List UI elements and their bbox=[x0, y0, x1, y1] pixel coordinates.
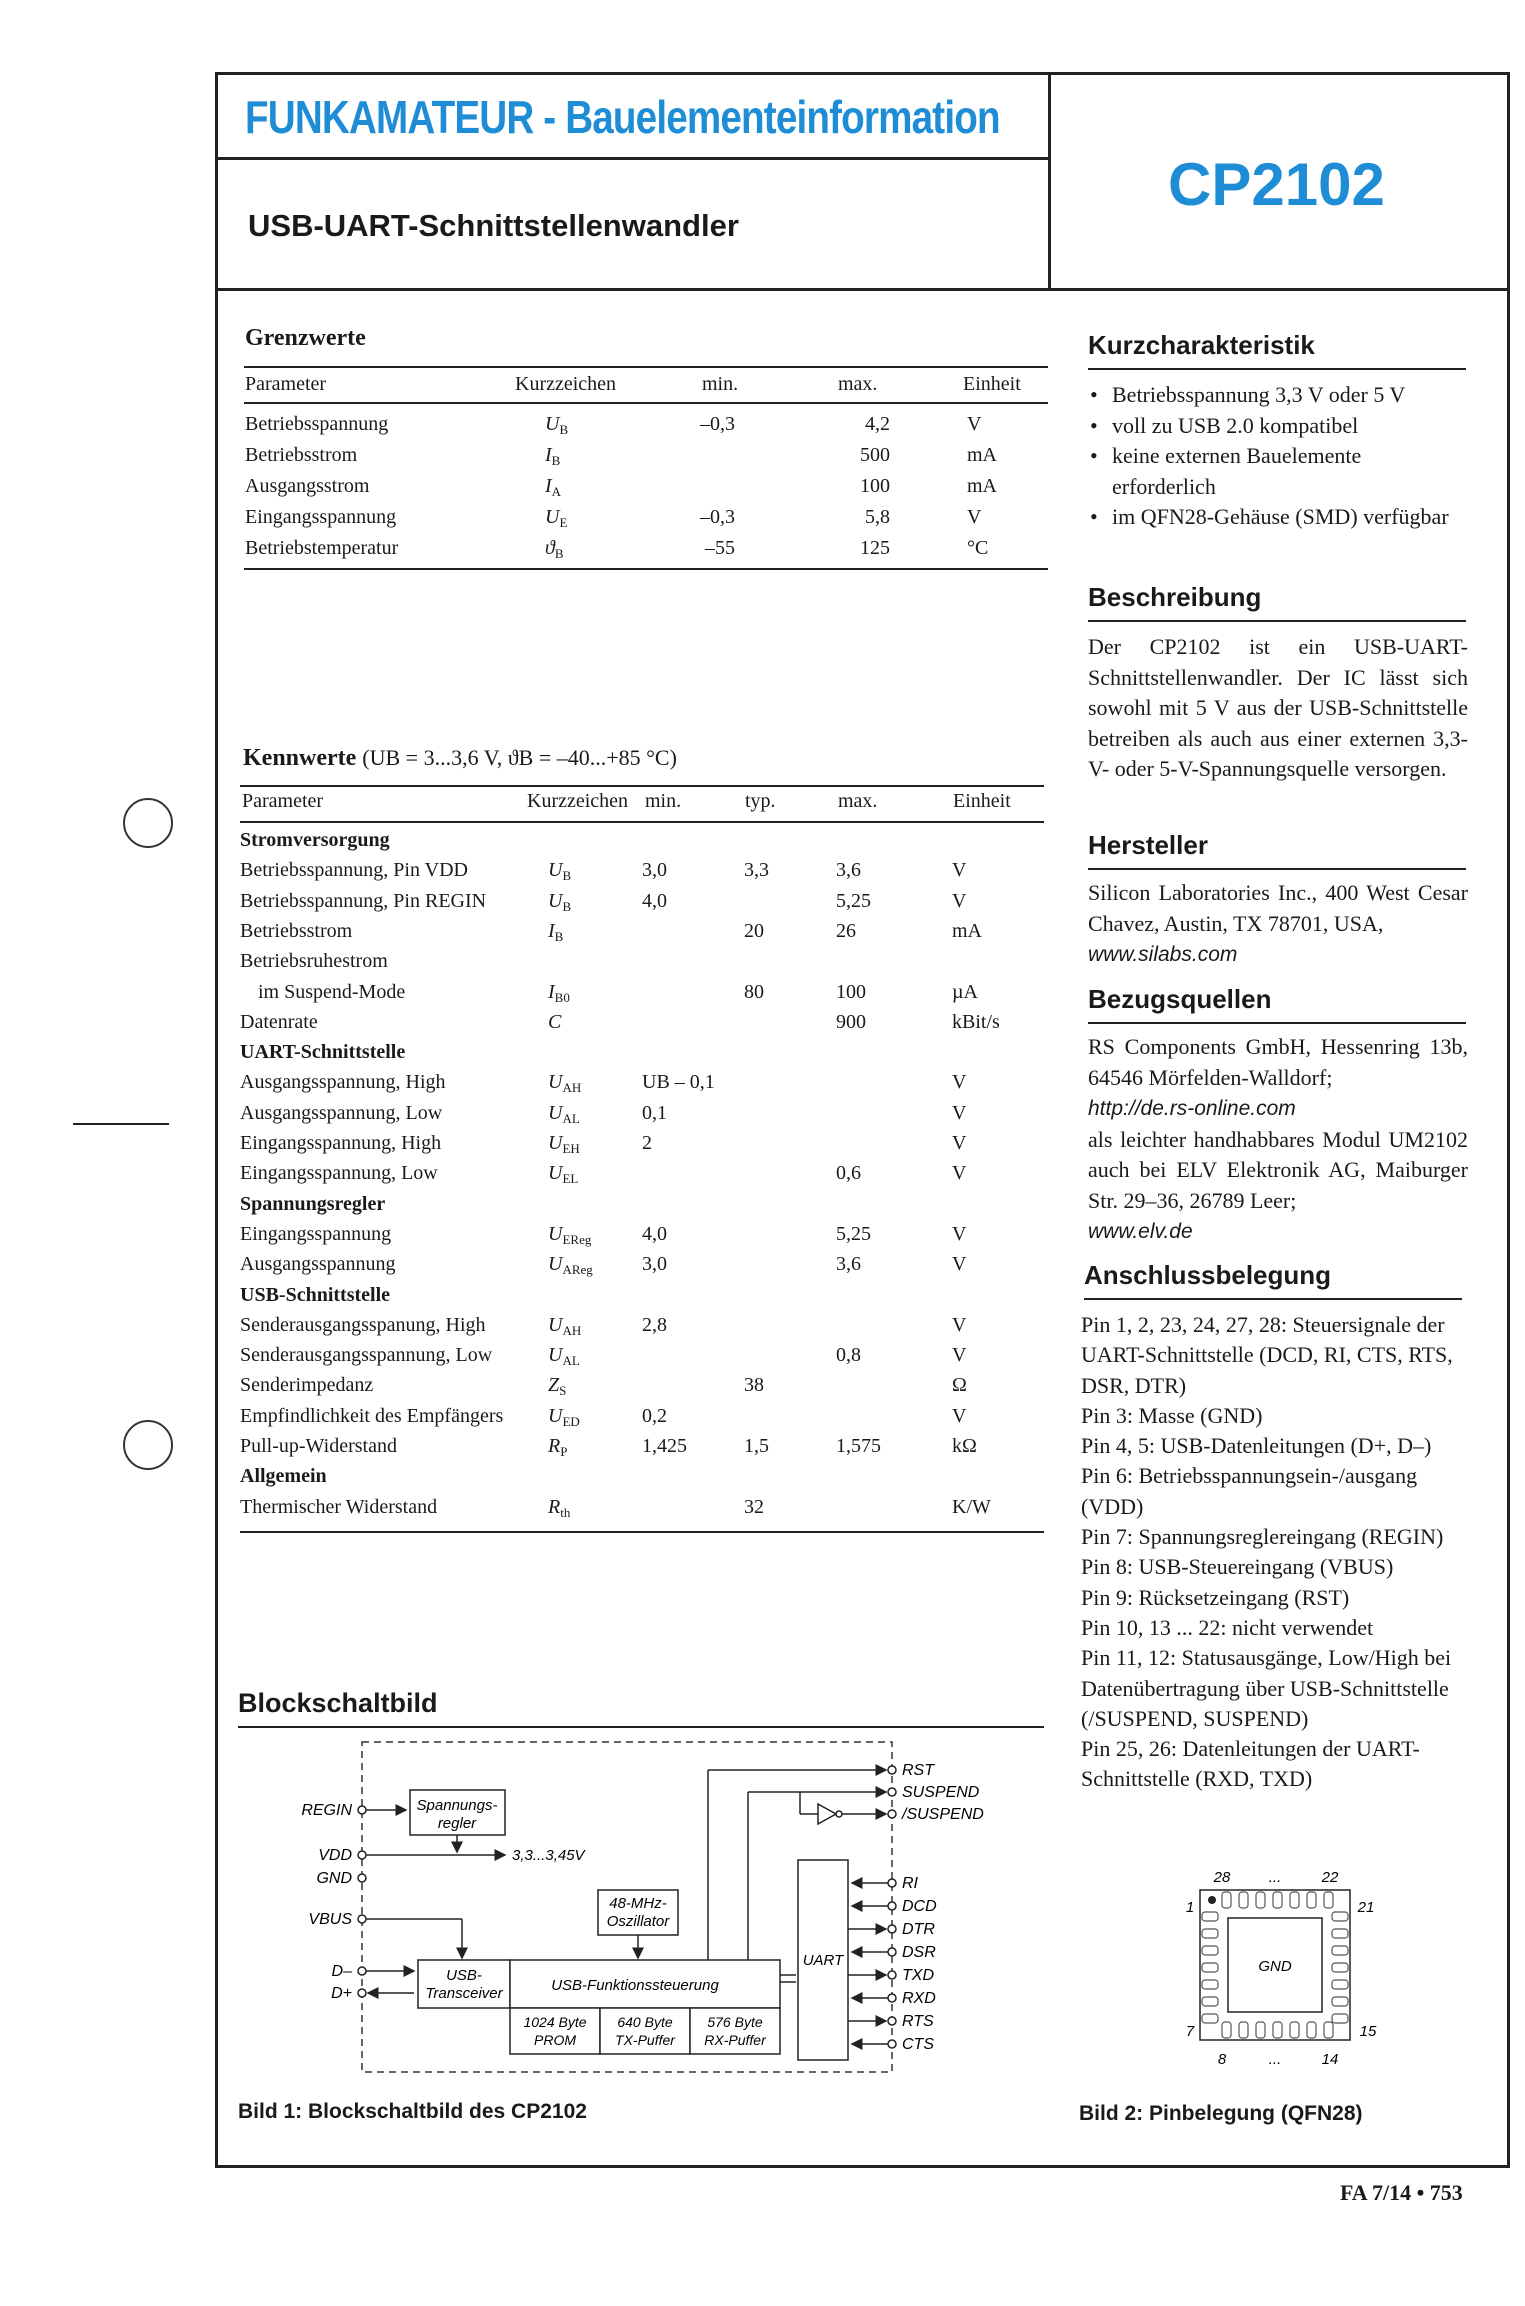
pin-item: Pin 7: Spannungsreglereingang (REGIN) bbox=[1081, 1524, 1444, 1550]
grenzwerte-unit: V bbox=[967, 506, 982, 528]
kennwerte-param: Pull-up-Widerstand bbox=[240, 1435, 397, 1457]
pin-suspend-label: SUSPEND bbox=[902, 1784, 980, 1801]
kennwerte-unit: V bbox=[952, 1222, 967, 1245]
kennwerte-min: 1,425 bbox=[642, 1435, 687, 1457]
symbol-subscript: EL bbox=[562, 1171, 579, 1187]
pin-nsuspend-label: /SUSPEND bbox=[902, 1806, 984, 1823]
symbol-subscript: P bbox=[560, 1444, 568, 1459]
kennwerte-param: Ausgangsspannung, Low bbox=[240, 1101, 443, 1124]
kennwerte-unit: V bbox=[952, 1344, 967, 1367]
kennwerte-param: Eingangsspannung bbox=[240, 1222, 392, 1245]
pin-dcd-label: DCD bbox=[902, 1898, 937, 1915]
kennwerte-unit: Ω bbox=[952, 1374, 967, 1397]
symbol-letter: U bbox=[548, 1162, 563, 1185]
pad-top bbox=[1273, 1892, 1282, 1908]
pinout-right-top: 21 bbox=[1357, 1899, 1375, 1916]
kurz-item: • voll zu USB 2.0 kompatibel bbox=[1088, 411, 1468, 442]
pinout-bottom-left: 8 bbox=[1217, 2051, 1227, 2068]
header-title: FUNKAMATEUR - Bauelementeinformation bbox=[245, 91, 1000, 143]
symbol-subscript: AH bbox=[562, 1322, 582, 1338]
symbol-letter: U bbox=[548, 1404, 563, 1427]
symbol-subscript: B bbox=[554, 546, 564, 561]
kennwerte-param: Eingangsspannung, High bbox=[240, 1132, 442, 1154]
kennwerte-heading-line bbox=[243, 745, 677, 772]
header-rule bbox=[215, 157, 1050, 160]
grenzwerte-unit: mA bbox=[967, 444, 997, 466]
grenzwerte-symbol bbox=[545, 413, 568, 438]
pad-left bbox=[1202, 1929, 1218, 1938]
header-divider bbox=[1048, 72, 1051, 290]
pin-item: Pin 4, 5: USB-Datenleitungen (D+, D–) bbox=[1081, 1433, 1432, 1459]
hersteller-heading: Hersteller bbox=[1088, 830, 1208, 860]
symbol-subscript: B bbox=[559, 422, 569, 437]
symbol-letter: I bbox=[548, 980, 555, 1003]
control-label: USB-Funktionssteuerung bbox=[551, 1977, 719, 1994]
kennwerte-typ: 20 bbox=[744, 919, 764, 942]
kennwerte-symbol bbox=[548, 1344, 580, 1369]
kennwerte-unit: V bbox=[952, 1404, 967, 1427]
symbol-letter: I bbox=[548, 919, 555, 942]
kurz-heading: Kurzcharakteristik bbox=[1088, 330, 1315, 360]
pin-cts-label: CTS bbox=[902, 2036, 934, 2053]
symbol-subscript: AReg bbox=[562, 1262, 593, 1278]
kennwerte-symbol bbox=[548, 1405, 580, 1430]
grenzwerte-top-rule bbox=[244, 366, 1048, 368]
kennwerte-min: 4,0 bbox=[642, 889, 667, 912]
symbol-subscript: S bbox=[559, 1383, 567, 1399]
kennwerte-typ: 1,5 bbox=[744, 1435, 769, 1457]
symbol-subscript: B bbox=[562, 868, 572, 884]
kennwerte-symbol bbox=[548, 1314, 581, 1339]
pin-gnd-label: GND bbox=[316, 1870, 352, 1887]
kennwerte-unit: µA bbox=[952, 980, 978, 1003]
bezug-link-1[interactable]: http://de.rs-online.com bbox=[1088, 1097, 1296, 1120]
kurz-item: • keine externen Bauelemente erforderlich bbox=[1088, 441, 1468, 502]
symbol-letter: U bbox=[548, 1132, 563, 1154]
symbol-subscript: EReg bbox=[562, 1231, 592, 1247]
symbol-letter: U bbox=[548, 1253, 563, 1276]
pad-top bbox=[1307, 1892, 1316, 1908]
pin-dsr-label: DSR bbox=[902, 1944, 936, 1961]
pad-bottom bbox=[1239, 2022, 1248, 2038]
kennwerte-symbol bbox=[548, 1071, 581, 1096]
kennwerte-symbol bbox=[548, 1102, 580, 1127]
regulator-label-2: regler bbox=[437, 1815, 477, 1832]
bezug-rule bbox=[1088, 1022, 1466, 1024]
kennwerte-symbol bbox=[548, 1496, 570, 1521]
pad-bottom bbox=[1290, 2022, 1299, 2038]
pinout-top-left: 28 bbox=[1213, 1869, 1231, 1886]
kennwerte-column-header: typ. bbox=[745, 790, 776, 812]
symbol-letter: U bbox=[548, 1101, 563, 1124]
uart-label: UART bbox=[802, 1952, 844, 1969]
pad-left bbox=[1202, 2014, 1218, 2023]
pin-vbus-label: VBUS bbox=[308, 1911, 352, 1928]
kennwerte-section-title: Stromversorgung bbox=[240, 829, 390, 851]
kennwerte-min: 0,2 bbox=[642, 1404, 667, 1427]
pinout-bottom-dots: ... bbox=[1268, 2051, 1282, 2068]
bezug-heading: Bezugsquellen bbox=[1088, 984, 1272, 1014]
kennwerte-max: 5,25 bbox=[836, 1222, 871, 1245]
bezug-text bbox=[1088, 1032, 1468, 1248]
grenzwerte-symbol bbox=[545, 537, 564, 562]
pad-top bbox=[1239, 1892, 1248, 1908]
kennwerte-min: 0,1 bbox=[642, 1101, 667, 1124]
oscillator-label-1: 48-MHz- bbox=[609, 1895, 667, 1912]
grenzwerte-param: Ausgangsstrom bbox=[245, 475, 370, 497]
kennwerte-symbol bbox=[548, 920, 563, 945]
kennwerte-param: Senderimpedanz bbox=[240, 1374, 374, 1397]
grenzwerte-max: 5,8 bbox=[865, 506, 890, 528]
kennwerte-max: 1,575 bbox=[836, 1435, 881, 1457]
kennwerte-section-title: Allgemein bbox=[240, 1465, 327, 1488]
pad-right bbox=[1332, 1912, 1348, 1921]
kennwerte-symbol bbox=[548, 1223, 591, 1248]
chip-name: CP2102 bbox=[1168, 151, 1385, 218]
pin-list bbox=[1081, 1310, 1471, 1795]
kennwerte-unit: K/W bbox=[952, 1495, 991, 1518]
kennwerte-param: Ausgangsspannung bbox=[240, 1253, 396, 1276]
pad-left bbox=[1202, 1997, 1218, 2006]
symbol-letter: U bbox=[545, 506, 560, 528]
kennwerte-min: 3,0 bbox=[642, 859, 667, 882]
pin-item: Pin 9: Rücksetzeingang (RST) bbox=[1081, 1584, 1350, 1610]
kennwerte-min: UB – 0,1 bbox=[642, 1071, 715, 1094]
bezug-address-1: RS Components GmbH, Hessenring 13b, 64546 Mörfelden-Walldorf; bbox=[1088, 1034, 1468, 1090]
kennwerte-param: Betriebsstrom bbox=[240, 919, 353, 942]
pad-bottom bbox=[1256, 2022, 1265, 2038]
symbol-letter: R bbox=[548, 1435, 561, 1457]
kurz-rule bbox=[1088, 368, 1466, 370]
pin-ri-label: RI bbox=[902, 1875, 918, 1892]
kennwerte-typ: 3,3 bbox=[744, 859, 769, 882]
kennwerte-min: 3,0 bbox=[642, 1253, 667, 1276]
rx-label-2: RX-Puffer bbox=[704, 2032, 766, 2048]
grenzwerte-column-header: max. bbox=[838, 373, 878, 395]
pin-dplus-label: D+ bbox=[331, 1985, 352, 2002]
kennwerte-symbol bbox=[548, 981, 570, 1006]
hersteller-text bbox=[1088, 878, 1468, 971]
hersteller-address: Silicon Laboratories Inc., 400 West Cesar Chavez, Austin, TX 78701, USA, bbox=[1088, 880, 1468, 936]
kennwerte-typ: 32 bbox=[744, 1495, 764, 1518]
tx-label-1: 640 Byte bbox=[617, 2014, 673, 2030]
beschreibung-rule bbox=[1088, 620, 1466, 622]
pin-item: Pin 25, 26: Datenleitungen der UART-Schnittstelle (RXD, TXD) bbox=[1081, 1736, 1420, 1792]
pad-top bbox=[1222, 1892, 1231, 1908]
symbol-letter: U bbox=[545, 413, 560, 435]
kennwerte-unit: V bbox=[952, 1313, 967, 1336]
kennwerte-unit: V bbox=[952, 889, 967, 912]
grenzwerte-param: Eingangsspannung bbox=[245, 506, 397, 528]
kennwerte-column-header: min. bbox=[645, 790, 682, 812]
symbol-letter: U bbox=[548, 859, 563, 882]
kennwerte-min: 2 bbox=[642, 1132, 652, 1154]
rx-label-1: 576 Byte bbox=[707, 2014, 763, 2030]
kennwerte-max: 100 bbox=[836, 980, 866, 1003]
pin-item: Pin 6: Betriebsspannungsein-/ausgang (VDD) bbox=[1081, 1463, 1418, 1519]
pinout-center-label: GND bbox=[1258, 1958, 1292, 1975]
pin-item: Pin 1, 2, 23, 24, 27, 28: Steuersignale der UART-Schnittstelle (DCD, RI, CTS, RTS, DSR, DTR) bbox=[1081, 1312, 1453, 1398]
kennwerte-section-title: USB-Schnittstelle bbox=[240, 1283, 390, 1306]
grenzwerte-param: Betriebsspannung bbox=[245, 413, 389, 435]
kennwerte-param: Ausgangsspannung, High bbox=[240, 1071, 446, 1094]
kennwerte-unit: mA bbox=[952, 919, 982, 942]
kennwerte-unit: kΩ bbox=[952, 1435, 977, 1457]
regulator-label-1: Spannungs- bbox=[416, 1797, 498, 1814]
grenzwerte-max: 100 bbox=[860, 475, 890, 497]
prom-label-2: PROM bbox=[534, 2032, 576, 2048]
prom-label-1: 1024 Byte bbox=[523, 2014, 587, 2030]
grenzwerte-unit: °C bbox=[967, 537, 989, 559]
kennwerte-param: Eingangsspannung, Low bbox=[240, 1162, 438, 1185]
kurz-item: • im QFN28-Gehäuse (SMD) verfügbar bbox=[1088, 502, 1468, 533]
beschreibung-heading: Beschreibung bbox=[1088, 582, 1262, 612]
kurz-item: • Betriebsspannung 3,3 V oder 5 V bbox=[1088, 380, 1468, 411]
kennwerte-unit: V bbox=[952, 1071, 967, 1094]
kennwerte-symbol bbox=[548, 1132, 580, 1157]
pad-left bbox=[1202, 1963, 1218, 1972]
pinout-left-bottom: 7 bbox=[1185, 2023, 1195, 2040]
kennwerte-param: Empfindlichkeit des Empfängers bbox=[240, 1404, 504, 1427]
voltage-label: 3,3...3,45V bbox=[512, 1847, 585, 1864]
kennwerte-param: Thermischer Widerstand bbox=[240, 1495, 438, 1518]
symbol-subscript: EH bbox=[562, 1141, 580, 1156]
kennwerte-unit: V bbox=[952, 1132, 967, 1154]
anschluss-heading: Anschlussbelegung bbox=[1084, 1260, 1332, 1290]
kennwerte-column-header: Einheit bbox=[953, 790, 1011, 812]
kennwerte-param: Senderausgangsspannung, Low bbox=[240, 1344, 493, 1367]
pad-left bbox=[1202, 1980, 1218, 1989]
symbol-letter: I bbox=[545, 444, 552, 466]
fold-mark bbox=[73, 1123, 169, 1125]
kennwerte-unit: V bbox=[952, 1101, 967, 1124]
kennwerte-symbol bbox=[548, 1162, 578, 1187]
grenzwerte-symbol bbox=[545, 506, 567, 531]
pad-bottom bbox=[1307, 2022, 1316, 2038]
kennwerte-max: 900 bbox=[836, 1010, 866, 1033]
kennwerte-max: 3,6 bbox=[836, 859, 861, 882]
pad-bottom bbox=[1222, 2022, 1231, 2038]
pinout-top-right: 22 bbox=[1321, 1869, 1339, 1886]
pinout-caption: Bild 2: Pinbelegung (QFN28) bbox=[1079, 2102, 1363, 2125]
kennwerte-param: Betriebsspannung, Pin VDD bbox=[240, 859, 468, 882]
grenzwerte-unit: mA bbox=[967, 475, 997, 497]
page-subtitle: USB-UART-Schnittstellenwandler bbox=[248, 208, 739, 243]
symbol-letter: U bbox=[548, 1222, 563, 1245]
symbol-subscript: A bbox=[551, 484, 562, 499]
pad-top bbox=[1256, 1892, 1265, 1908]
symbol-subscript: B bbox=[551, 453, 561, 468]
kennwerte-max: 26 bbox=[836, 919, 856, 942]
symbol-letter: U bbox=[548, 889, 563, 912]
kennwerte-unit: kBit/s bbox=[952, 1010, 1000, 1033]
grenzwerte-max: 125 bbox=[860, 537, 890, 559]
kennwerte-section-title: UART-Schnittstelle bbox=[240, 1041, 406, 1064]
grenzwerte-column-header: Parameter bbox=[245, 373, 327, 395]
pin-rst-label: RST bbox=[902, 1762, 934, 1779]
pin-rts-label: RTS bbox=[902, 2013, 934, 2030]
kennwerte-unit: V bbox=[952, 859, 967, 882]
grenzwerte-column-header: Einheit bbox=[963, 373, 1021, 395]
kennwerte-param: Betriebsruhestrom bbox=[240, 950, 388, 973]
kennwerte-min: 2,8 bbox=[642, 1313, 667, 1336]
kennwerte-typ: 80 bbox=[744, 980, 764, 1003]
bezug-address-2: als leichter handhabbares Modul UM2102 auch bei ELV Elektronik AG, Maiburger Str. 29–36, 26789 Leer; bbox=[1088, 1126, 1468, 1213]
pin-vdd-label: VDD bbox=[318, 1847, 352, 1864]
pinout-right-bottom: 15 bbox=[1359, 2023, 1377, 2040]
pad-right bbox=[1332, 1997, 1348, 2006]
symbol-letter: C bbox=[548, 1010, 562, 1033]
kennwerte-column-header: max. bbox=[838, 790, 878, 812]
oscillator-label-2: Oszillator bbox=[606, 1913, 670, 1930]
grenzwerte-bottom-rule bbox=[244, 568, 1048, 570]
symbol-subscript: B bbox=[562, 898, 572, 914]
kennwerte-param: Datenrate bbox=[240, 1010, 318, 1033]
punch-hole-top bbox=[123, 798, 173, 848]
page-footer: FA 7/14 • 753 bbox=[1340, 2180, 1463, 2205]
symbol-letter: R bbox=[548, 1495, 561, 1518]
pin-dtr-label: DTR bbox=[902, 1921, 935, 1938]
pin-item: Pin 8: USB-Steuereingang (VBUS) bbox=[1081, 1554, 1394, 1580]
grenzwerte-param: Betriebstemperatur bbox=[245, 537, 399, 559]
kennwerte-symbol bbox=[548, 890, 571, 915]
pad-right bbox=[1332, 2014, 1348, 2023]
pad-right bbox=[1332, 1963, 1348, 1972]
grenzwerte-column-header: min. bbox=[702, 373, 739, 395]
kennwerte-max: 3,6 bbox=[836, 1253, 861, 1276]
symbol-letter: U bbox=[548, 1344, 563, 1367]
grenzwerte-unit: V bbox=[967, 413, 982, 435]
kennwerte-symbol bbox=[548, 1374, 566, 1399]
left-pin-labels bbox=[301, 1802, 352, 2002]
blockschaltbild-heading: Blockschaltbild bbox=[238, 1688, 438, 1718]
symbol-subscript: E bbox=[559, 515, 568, 530]
kennwerte-unit: V bbox=[952, 1162, 967, 1185]
pad-right bbox=[1332, 1929, 1348, 1938]
kennwerte-param: im Suspend-Mode bbox=[258, 980, 406, 1003]
bezug-link-2[interactable]: www.elv.de bbox=[1088, 1220, 1193, 1243]
kennwerte-min: 4,0 bbox=[642, 1222, 667, 1245]
header-bottom-rule bbox=[215, 288, 1510, 291]
pad-bottom bbox=[1273, 2022, 1282, 2038]
block-diagram bbox=[240, 1730, 1040, 2100]
pin-item: Pin 10, 13 ... 22: nicht verwendet bbox=[1081, 1614, 1374, 1640]
kennwerte-column-header: Parameter bbox=[242, 790, 324, 812]
kurz-list bbox=[1088, 380, 1468, 533]
grenzwerte-max: 4,2 bbox=[865, 413, 890, 435]
right-pin-labels bbox=[901, 1762, 984, 2053]
grenzwerte-param: Betriebsstrom bbox=[245, 444, 358, 466]
kennwerte-symbol bbox=[548, 1011, 561, 1036]
anschluss-rule bbox=[1084, 1298, 1462, 1300]
pad-top bbox=[1290, 1892, 1299, 1908]
transceiver-label-2: Transceiver bbox=[425, 1985, 503, 2002]
tx-label-2: TX-Puffer bbox=[615, 2032, 675, 2048]
kennwerte-param: Senderausgangsspanung, High bbox=[240, 1313, 486, 1336]
symbol-subscript: AL bbox=[562, 1110, 580, 1126]
pin-item: Pin 11, 12: Statusausgänge, Low/High bei Datenübertragung über USB-Schnittstelle (/SUSPEND, SUSPEND) bbox=[1081, 1645, 1452, 1731]
pin-txd-label: TXD bbox=[902, 1967, 934, 1984]
pinout-top-dots: ... bbox=[1268, 1869, 1282, 1886]
transceiver-label-1: USB- bbox=[446, 1967, 482, 1984]
beschreibung-text: Der CP2102 ist ein USB-UART-Schnittstellenwandler. Der IC lässt sich sowohl mit 5 V aus der USB-Schnittstelle betreiben als auch aus einer externen 3,3-V- oder 5-V-Spannungsquelle versorgen. bbox=[1088, 634, 1468, 781]
kennwerte-bottom-rule bbox=[240, 1531, 1044, 1533]
pad-right bbox=[1332, 1980, 1348, 1989]
hersteller-link[interactable]: www.silabs.com bbox=[1088, 943, 1238, 966]
blockschaltbild-caption: Bild 1: Blockschaltbild des CP2102 bbox=[238, 2100, 587, 2123]
pin-rxd-label: RXD bbox=[902, 1990, 936, 2007]
symbol-subscript: th bbox=[560, 1504, 571, 1520]
grenzwerte-min: –55 bbox=[705, 537, 735, 559]
pin-item: Pin 3: Masse (GND) bbox=[1081, 1402, 1263, 1428]
symbol-subscript: AH bbox=[562, 1080, 582, 1096]
qfn28-pinout bbox=[1170, 1860, 1380, 2090]
symbol-letter: U bbox=[548, 1071, 563, 1094]
kennwerte-max: 5,25 bbox=[836, 889, 871, 912]
kennwerte-unit: V bbox=[952, 1253, 967, 1276]
symbol-letter: ϑ bbox=[545, 537, 555, 559]
grenzwerte-symbol bbox=[545, 444, 560, 469]
kennwerte-symbol bbox=[548, 1253, 593, 1278]
kennwerte-condition: (UB = 3...3,6 V, ϑB = –40...+85 °C) bbox=[362, 745, 677, 770]
kennwerte-head-rule bbox=[240, 821, 1044, 823]
symbol-letter: U bbox=[548, 1313, 563, 1336]
kennwerte-max: 0,8 bbox=[836, 1344, 861, 1367]
kennwerte-max: 0,6 bbox=[836, 1162, 861, 1185]
grenzwerte-head-rule bbox=[244, 402, 1048, 404]
kennwerte-heading: Kennwerte bbox=[243, 745, 357, 771]
kennwerte-symbol bbox=[548, 859, 571, 884]
grenzwerte-heading: Grenzwerte bbox=[245, 325, 366, 351]
grenzwerte-min: –0,3 bbox=[700, 506, 735, 528]
pinout-left-top: 1 bbox=[1185, 1899, 1195, 1916]
kennwerte-column-header: Kurzzeichen bbox=[527, 790, 629, 812]
grenzwerte-max: 500 bbox=[860, 444, 890, 466]
pad-right bbox=[1332, 1946, 1348, 1955]
kennwerte-top-rule bbox=[240, 785, 1044, 787]
pad-top bbox=[1324, 1892, 1333, 1908]
pinout-bottom-right: 14 bbox=[1321, 2051, 1339, 2068]
punch-hole-bottom bbox=[123, 1420, 173, 1470]
kennwerte-param: Betriebsspannung, Pin REGIN bbox=[240, 889, 487, 912]
symbol-subscript: B0 bbox=[554, 989, 570, 1005]
blockschaltbild-rule bbox=[238, 1726, 1044, 1728]
pad-left bbox=[1202, 1912, 1218, 1921]
symbol-letter: I bbox=[545, 475, 552, 497]
pin-regin-label: REGIN bbox=[301, 1802, 352, 1819]
kennwerte-section-title: Spannungsregler bbox=[240, 1192, 386, 1215]
pin-dminus-label: D– bbox=[331, 1963, 352, 1980]
grenzwerte-symbol bbox=[545, 475, 561, 500]
kennwerte-typ: 38 bbox=[744, 1374, 764, 1397]
symbol-subscript: ED bbox=[562, 1413, 580, 1429]
pad-left bbox=[1202, 1946, 1218, 1955]
kennwerte-symbol bbox=[548, 1435, 567, 1460]
hersteller-rule bbox=[1088, 868, 1466, 870]
symbol-letter: Z bbox=[548, 1374, 560, 1397]
grenzwerte-min: –0,3 bbox=[700, 413, 735, 435]
grenzwerte-column-header: Kurzzeichen bbox=[515, 373, 617, 395]
symbol-subscript: AL bbox=[562, 1353, 580, 1369]
symbol-subscript: B bbox=[554, 928, 564, 944]
pad-bottom bbox=[1324, 2022, 1333, 2038]
